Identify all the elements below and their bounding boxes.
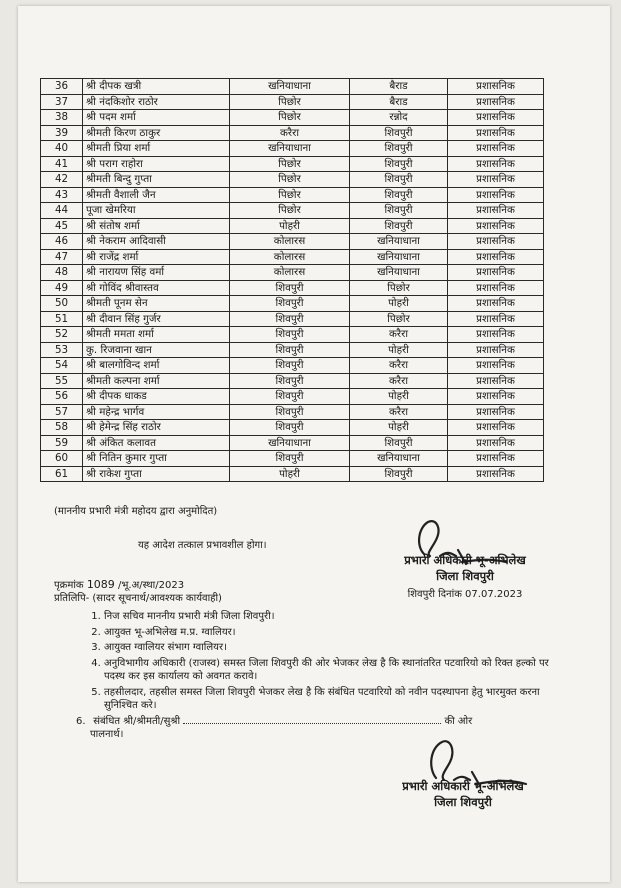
employee-name-cell: श्री राजेंद्र शर्मा	[83, 249, 230, 265]
copy-recipients	[90, 610, 560, 713]
table-row	[41, 451, 544, 467]
employee-name-cell: पूजा खेमरिया	[83, 203, 230, 219]
transfer-type-cell: प्रशासनिक	[448, 373, 544, 389]
from-location-cell: पिछोर	[230, 203, 350, 219]
from-location-cell: खनियाधाना	[230, 435, 350, 451]
to-location-cell: पोहरी	[350, 342, 448, 358]
reference-prefix: पृक्रमांक	[54, 580, 84, 591]
employee-name-cell: श्री नेकराम आदिवासी	[83, 234, 230, 250]
signatory-designation-2: प्रभारी अधिकारी भू-अभिलेख	[402, 779, 524, 793]
serial-number-cell: 55	[41, 373, 83, 389]
employee-name-cell: श्री नारायण सिंह वर्मा	[83, 265, 230, 281]
serial-number-cell: 50	[41, 296, 83, 312]
signatory-designation-1: प्रभारी अधिकारी भू-अभिलेख	[404, 553, 526, 567]
serial-number-cell: 51	[41, 311, 83, 327]
employee-name-cell: श्रीमती ममता शर्मा	[83, 327, 230, 343]
transfer-type-cell: प्रशासनिक	[448, 79, 544, 95]
table-row	[41, 342, 544, 358]
effective-note: यह आदेश तत्काल प्रभावशील होगा।	[138, 540, 267, 551]
to-location-cell: करैरा	[350, 327, 448, 343]
transfer-type-cell: प्रशासनिक	[448, 265, 544, 281]
to-location-cell: शिवपुरी	[350, 218, 448, 234]
employee-name-cell: श्री दीपक धाकड	[83, 389, 230, 405]
to-location-cell: खनियाधाना	[350, 249, 448, 265]
to-location-cell: खनियाधाना	[350, 265, 448, 281]
to-location-cell: पोहरी	[350, 420, 448, 436]
table-row	[41, 94, 544, 110]
transfer-type-cell: प्रशासनिक	[448, 218, 544, 234]
copy-item: 3. आयुक्त ग्वालियर संभाग ग्वालियर।	[104, 641, 560, 655]
table-row	[41, 358, 544, 374]
to-location-cell: शिवपुरी	[350, 125, 448, 141]
to-location-cell: खनियाधाना	[350, 234, 448, 250]
transfer-type-cell: प्रशासनिक	[448, 327, 544, 343]
employee-name-cell: श्री नंदकिशोर राठोर	[83, 94, 230, 110]
serial-number-cell: 47	[41, 249, 83, 265]
serial-number-cell: 46	[41, 234, 83, 250]
from-location-cell: शिवपुरी	[230, 327, 350, 343]
from-location-cell: पोहरी	[230, 218, 350, 234]
employee-name-cell: श्री संतोष शर्मा	[83, 218, 230, 234]
from-location-cell: कोलारस	[230, 265, 350, 281]
to-location-cell: पोहरी	[350, 296, 448, 312]
from-location-cell: शिवपुरी	[230, 280, 350, 296]
to-location-cell: शिवपुरी	[350, 466, 448, 482]
copy-list	[76, 610, 560, 742]
transfer-type-cell: प्रशासनिक	[448, 342, 544, 358]
to-location-cell: शिवपुरी	[350, 172, 448, 188]
transfer-type-cell: प्रशासनिक	[448, 141, 544, 157]
transfer-type-cell: प्रशासनिक	[448, 203, 544, 219]
to-location-cell: करैरा	[350, 358, 448, 374]
from-location-cell: करैरा	[230, 125, 350, 141]
from-location-cell: कोलारस	[230, 234, 350, 250]
to-location-cell: शिवपुरी	[350, 187, 448, 203]
table-row	[41, 435, 544, 451]
from-location-cell: शिवपुरी	[230, 311, 350, 327]
employee-name-cell: श्रीमती पूनम सेन	[83, 296, 230, 312]
copy-item-6: 6. संबंधित श्री/श्रीमती/सुश्री की ओर पालनार्थ।	[90, 715, 560, 742]
table-row	[41, 79, 544, 95]
serial-number-cell: 56	[41, 389, 83, 405]
serial-number-cell: 44	[41, 203, 83, 219]
table-row	[41, 311, 544, 327]
table-row	[41, 280, 544, 296]
transfer-table	[40, 78, 544, 482]
table-row	[41, 296, 544, 312]
from-location-cell: शिवपुरी	[230, 358, 350, 374]
from-location-cell: पोहरी	[230, 466, 350, 482]
signatory-district-2: जिला शिवपुरी	[434, 795, 492, 809]
table-row	[41, 420, 544, 436]
reference-number-line	[54, 578, 222, 592]
signature-block-2	[358, 778, 568, 810]
transfer-type-cell: प्रशासनिक	[448, 125, 544, 141]
to-location-cell: शिवपुरी	[350, 156, 448, 172]
employee-name-cell: श्री दीपक खत्री	[83, 79, 230, 95]
from-location-cell: शिवपुरी	[230, 420, 350, 436]
copy-6-prefix: संबंधित श्री/श्रीमती/सुश्री	[93, 715, 181, 727]
copy-label: प्रतिलिपि- (सादर सूचनार्थ/आवश्यक कार्यवाही)	[54, 593, 222, 604]
copy-item: 4. अनुविभागीय अधिकारी (राजस्व) समस्त जिला शिवपुरी की ओर भेजकर लेख है कि स्थानांतरित पटवारियो को रिक्त हल्को पर पदस्थ कर इस कार्यालय को अवगत करावे।	[104, 657, 560, 684]
serial-number-cell: 58	[41, 420, 83, 436]
serial-number-cell: 39	[41, 125, 83, 141]
table-row	[41, 203, 544, 219]
copy-6-line2: पालनार्थ।	[90, 729, 124, 740]
transfer-type-cell: प्रशासनिक	[448, 187, 544, 203]
to-location-cell: बैराड	[350, 94, 448, 110]
from-location-cell: खनियाधाना	[230, 79, 350, 95]
from-location-cell: शिवपुरी	[230, 451, 350, 467]
from-location-cell: शिवपुरी	[230, 342, 350, 358]
from-location-cell: शिवपुरी	[230, 404, 350, 420]
reference-suffix: /भू.अ/स्था/2023	[118, 580, 185, 591]
transfer-type-cell: प्रशासनिक	[448, 420, 544, 436]
employee-name-cell: श्रीमती वैशाली जैन	[83, 187, 230, 203]
reference-block	[54, 578, 222, 605]
transfer-type-cell: प्रशासनिक	[448, 311, 544, 327]
employee-name-cell: कु. रिजवाना खान	[83, 342, 230, 358]
from-location-cell: शिवपुरी	[230, 373, 350, 389]
table-row	[41, 218, 544, 234]
serial-number-cell: 57	[41, 404, 83, 420]
employee-name-cell: श्री पदम शर्मा	[83, 110, 230, 126]
from-location-cell: पिछोर	[230, 156, 350, 172]
serial-number-cell: 37	[41, 94, 83, 110]
employee-name-cell: श्रीमती किरण ठाकुर	[83, 125, 230, 141]
transfer-type-cell: प्रशासनिक	[448, 296, 544, 312]
from-location-cell: पिछोर	[230, 110, 350, 126]
to-location-cell: करैरा	[350, 373, 448, 389]
signature-block-1	[360, 552, 570, 600]
employee-name-cell: श्री नितिन कुमार गुप्ता	[83, 451, 230, 467]
serial-number-cell: 52	[41, 327, 83, 343]
transfer-type-cell: प्रशासनिक	[448, 249, 544, 265]
employee-name-cell: श्रीमती प्रिया शर्मा	[83, 141, 230, 157]
serial-number-cell: 54	[41, 358, 83, 374]
transfer-table-body	[41, 79, 544, 482]
table-row	[41, 125, 544, 141]
serial-number-cell: 48	[41, 265, 83, 281]
table-row	[41, 466, 544, 482]
serial-number-cell: 60	[41, 451, 83, 467]
copy-6-blank	[183, 723, 441, 724]
serial-number-cell: 53	[41, 342, 83, 358]
order-date: शिवपुरी दिनांक 07.07.2023	[407, 589, 523, 600]
transfer-type-cell: प्रशासनिक	[448, 435, 544, 451]
serial-number-cell: 43	[41, 187, 83, 203]
employee-name-cell: श्री गोविंद श्रीवास्तव	[83, 280, 230, 296]
copy-item: 2. आयुक्त भू-अभिलेख म.प्र. ग्वालियर।	[104, 626, 560, 640]
employee-name-cell: श्रीमती बिन्दु गुप्ता	[83, 172, 230, 188]
from-location-cell: पिछोर	[230, 172, 350, 188]
from-location-cell: कोलारस	[230, 249, 350, 265]
signatory-district-1: जिला शिवपुरी	[436, 569, 494, 583]
to-location-cell: पिछोर	[350, 280, 448, 296]
serial-number-cell: 45	[41, 218, 83, 234]
table-row	[41, 327, 544, 343]
from-location-cell: पिछोर	[230, 187, 350, 203]
table-row	[41, 234, 544, 250]
employee-name-cell: श्री दीवान सिंह गुर्जर	[83, 311, 230, 327]
copy-item: 1. निज सचिव माननीय प्रभारी मंत्री जिला शिवपुरी।	[104, 610, 560, 624]
serial-number-cell: 61	[41, 466, 83, 482]
serial-number-cell: 49	[41, 280, 83, 296]
to-location-cell: पिछोर	[350, 311, 448, 327]
transfer-type-cell: प्रशासनिक	[448, 172, 544, 188]
table-row	[41, 110, 544, 126]
table-row	[41, 404, 544, 420]
from-location-cell: शिवपुरी	[230, 296, 350, 312]
transfer-type-cell: प्रशासनिक	[448, 404, 544, 420]
table-row	[41, 373, 544, 389]
transfer-type-cell: प्रशासनिक	[448, 280, 544, 296]
to-location-cell: शिवपुरी	[350, 203, 448, 219]
employee-name-cell: श्री हेमेन्द्र सिंह राठोर	[83, 420, 230, 436]
table-row	[41, 172, 544, 188]
transfer-type-cell: प्रशासनिक	[448, 451, 544, 467]
employee-name-cell: श्री राकेश गुप्ता	[83, 466, 230, 482]
to-location-cell: शिवपुरी	[350, 435, 448, 451]
employee-name-cell: श्री महेन्द्र भार्गव	[83, 404, 230, 420]
transfer-type-cell: प्रशासनिक	[448, 234, 544, 250]
approval-note: (माननीय प्रभारी मंत्री महोदय द्वारा अनुमोदित)	[54, 506, 218, 517]
table-row	[41, 249, 544, 265]
serial-number-cell: 41	[41, 156, 83, 172]
employee-name-cell: श्री बालगोविन्द शर्मा	[83, 358, 230, 374]
copy-item: 5. तहसीलदार, तहसील समस्त जिला शिवपुरी भेजकर लेख है कि संबंधित पटवारियो को नवीन पदस्थापना हेतु भारमुक्त करना सुनिश्चित करे।	[104, 686, 560, 713]
serial-number-cell: 59	[41, 435, 83, 451]
from-location-cell: पिछोर	[230, 94, 350, 110]
transfer-type-cell: प्रशासनिक	[448, 466, 544, 482]
to-location-cell: करैरा	[350, 404, 448, 420]
to-location-cell: शिवपुरी	[350, 141, 448, 157]
to-location-cell: बैराड	[350, 79, 448, 95]
transfer-type-cell: प्रशासनिक	[448, 156, 544, 172]
reference-number: 1089	[86, 578, 115, 591]
table-row	[41, 187, 544, 203]
transfer-type-cell: प्रशासनिक	[448, 358, 544, 374]
from-location-cell: खनियाधाना	[230, 141, 350, 157]
transfer-type-cell: प्रशासनिक	[448, 110, 544, 126]
serial-number-cell: 40	[41, 141, 83, 157]
transfer-type-cell: प्रशासनिक	[448, 389, 544, 405]
to-location-cell: खनियाधाना	[350, 451, 448, 467]
table-row	[41, 156, 544, 172]
transfer-type-cell: प्रशासनिक	[448, 94, 544, 110]
table-row	[41, 389, 544, 405]
table-row	[41, 265, 544, 281]
serial-number-cell: 38	[41, 110, 83, 126]
serial-number-cell: 42	[41, 172, 83, 188]
from-location-cell: शिवपुरी	[230, 389, 350, 405]
serial-number-cell: 36	[41, 79, 83, 95]
copy-6-suffix: की ओर	[444, 715, 473, 727]
employee-name-cell: श्री पराग राहोरा	[83, 156, 230, 172]
employee-name-cell: श्रीमती कल्पना शर्मा	[83, 373, 230, 389]
to-location-cell: पोहरी	[350, 389, 448, 405]
to-location-cell: रन्नोद	[350, 110, 448, 126]
table-row	[41, 141, 544, 157]
employee-name-cell: श्री अंकित कलावत	[83, 435, 230, 451]
